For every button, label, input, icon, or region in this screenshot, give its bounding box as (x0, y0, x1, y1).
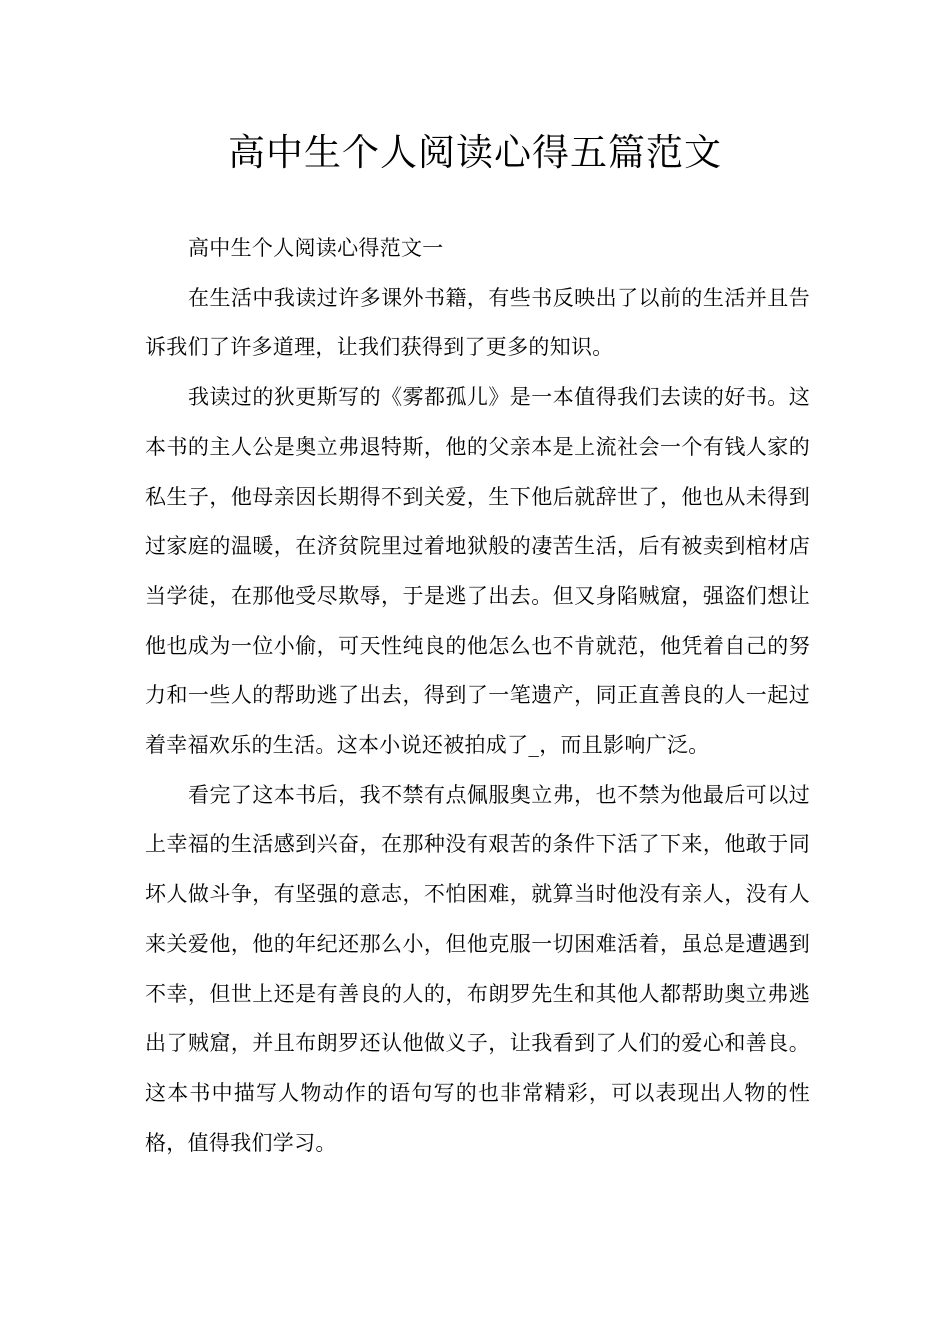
document-title: 高中生个人阅读心得五篇范文 (228, 131, 722, 174)
document-body (145, 224, 810, 1168)
paragraph-intro: 在生活中我读过许多课外书籍，有些书反映出了以前的生活并且告诉我们了许多道理，让我们获得到了更多的知识。 (145, 285, 810, 360)
section-heading: 高中生个人阅读心得范文一 (188, 236, 444, 260)
paragraph-reflection: 看完了这本书后，我不禁有点佩服奥立弗，也不禁为他最后可以过上幸福的生活感到兴奋，在那种没有艰苦的条件下活了下来，他敢于同坏人做斗争，有坚强的意志，不怕困难，就算当时他没有亲人，没有人来关爱他，他的年纪还那么小，但他克服一切困难活着，虽总是遭遇到不幸，但世上还是有善良的人的，布朗罗先生和其他人都帮助奥立弗逃出了贼窟，并且布朗罗还认他做义子，让我看到了人们的爱心和善良。这本书中描写人物动作的语句写的也非常精彩，可以表现出人物的性格，值得我们学习。 (145, 782, 810, 1155)
paragraph-summary: 我读过的狄更斯写的《雾都孤儿》是一本值得我们去读的好书。这本书的主人公是奥立弗退特斯，他的父亲本是上流社会一个有钱人家的私生子，他母亲因长期得不到关爱，生下他后就辞世了，他也从未得到过家庭的温暖，在济贫院里过着地狱般的凄苦生活，后有被卖到棺材店当学徒，在那他受尽欺辱，于是逃了出去。但又身陷贼窟，强盗们想让他也成为一位小偷，可天性纯良的他怎么也不肯就范，他凭着自己的努力和一些人的帮助逃了出去，得到了一笔遗产，同正直善良的人一起过着幸福欢乐的生活。这本小说还被拍成了_，而且影响广泛。 (145, 385, 810, 758)
